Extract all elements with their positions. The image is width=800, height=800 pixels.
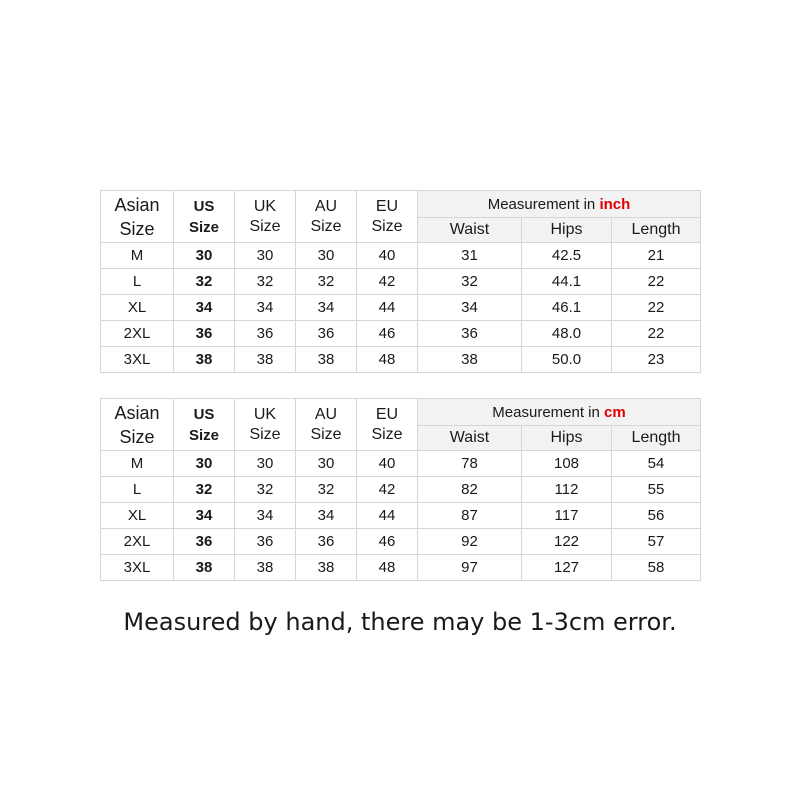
cell-au-size: 30	[296, 451, 357, 477]
table-row	[101, 477, 701, 503]
cell-asian-size: 2XL	[101, 321, 174, 347]
cell-waist: 32	[418, 269, 522, 295]
cell-asian-size: 3XL	[101, 555, 174, 581]
cell-waist: 82	[418, 477, 522, 503]
cell-asian-size: M	[101, 451, 174, 477]
cell-au-size: 32	[296, 269, 357, 295]
header-uk-size: UK Size	[235, 191, 296, 243]
table-row	[101, 243, 701, 269]
cell-au-size: 32	[296, 477, 357, 503]
cell-eu-size: 40	[357, 451, 418, 477]
cell-waist: 38	[418, 347, 522, 373]
cell-us-size: 32	[174, 477, 235, 503]
header-au-size: AU Size	[296, 399, 357, 451]
table-body	[101, 451, 701, 581]
cell-eu-size: 42	[357, 269, 418, 295]
cell-uk-size: 34	[235, 295, 296, 321]
cell-au-size: 30	[296, 243, 357, 269]
cell-uk-size: 36	[235, 321, 296, 347]
header-length: Length	[612, 426, 701, 451]
header-waist: Waist	[418, 426, 522, 451]
cell-uk-size: 38	[235, 347, 296, 373]
cell-eu-size: 48	[357, 555, 418, 581]
size-chart-cm	[100, 398, 701, 581]
cell-waist: 87	[418, 503, 522, 529]
cell-au-size: 34	[296, 295, 357, 321]
cell-hips: 112	[522, 477, 612, 503]
header-hips: Hips	[522, 426, 612, 451]
cell-length: 22	[612, 295, 701, 321]
cell-length: 22	[612, 321, 701, 347]
cell-au-size: 34	[296, 503, 357, 529]
header-asian-size: Asian Size	[101, 399, 174, 451]
size-chart-inch	[100, 190, 701, 373]
cell-us-size: 38	[174, 347, 235, 373]
cell-au-size: 38	[296, 555, 357, 581]
header-au-size: AU Size	[296, 191, 357, 243]
cell-waist: 92	[418, 529, 522, 555]
cell-us-size: 30	[174, 243, 235, 269]
cell-length: 55	[612, 477, 701, 503]
cell-us-size: 38	[174, 555, 235, 581]
cell-uk-size: 36	[235, 529, 296, 555]
cell-asian-size: L	[101, 269, 174, 295]
measurement-prefix: Measurement in	[492, 403, 600, 421]
cell-uk-size: 30	[235, 243, 296, 269]
cell-hips: 108	[522, 451, 612, 477]
cell-asian-size: 3XL	[101, 347, 174, 373]
table-row	[101, 295, 701, 321]
measurement-note: Measured by hand, there may be 1-3cm error.	[123, 608, 677, 636]
cell-eu-size: 48	[357, 347, 418, 373]
cell-eu-size: 40	[357, 243, 418, 269]
header-us-size: US Size	[174, 191, 235, 243]
header-waist: Waist	[418, 218, 522, 243]
table-row	[101, 529, 701, 555]
cell-asian-size: L	[101, 477, 174, 503]
cell-eu-size: 42	[357, 477, 418, 503]
table-row	[101, 321, 701, 347]
cell-length: 56	[612, 503, 701, 529]
cell-length: 22	[612, 269, 701, 295]
cell-length: 57	[612, 529, 701, 555]
cell-eu-size: 46	[357, 321, 418, 347]
cell-waist: 78	[418, 451, 522, 477]
cell-length: 54	[612, 451, 701, 477]
table-row	[101, 555, 701, 581]
table-body	[101, 243, 701, 373]
cell-asian-size: M	[101, 243, 174, 269]
cell-eu-size: 44	[357, 503, 418, 529]
cell-hips: 48.0	[522, 321, 612, 347]
cell-hips: 44.1	[522, 269, 612, 295]
cell-length: 58	[612, 555, 701, 581]
unit-label: inch	[599, 195, 631, 213]
cell-uk-size: 38	[235, 555, 296, 581]
cell-au-size: 36	[296, 321, 357, 347]
header-length: Length	[612, 218, 701, 243]
cell-us-size: 36	[174, 321, 235, 347]
header-eu-size: EU Size	[357, 191, 418, 243]
cell-us-size: 36	[174, 529, 235, 555]
cell-us-size: 34	[174, 295, 235, 321]
cell-waist: 34	[418, 295, 522, 321]
table-row	[101, 451, 701, 477]
cell-uk-size: 32	[235, 269, 296, 295]
cell-uk-size: 34	[235, 503, 296, 529]
cell-asian-size: XL	[101, 295, 174, 321]
cell-us-size: 32	[174, 269, 235, 295]
cell-length: 21	[612, 243, 701, 269]
table-row	[101, 269, 701, 295]
header-measurement	[418, 399, 701, 426]
unit-label: cm	[604, 403, 626, 421]
cell-waist: 36	[418, 321, 522, 347]
cell-hips: 50.0	[522, 347, 612, 373]
header-hips: Hips	[522, 218, 612, 243]
header-uk-size: UK Size	[235, 399, 296, 451]
cell-us-size: 34	[174, 503, 235, 529]
table-row	[101, 347, 701, 373]
cell-uk-size: 30	[235, 451, 296, 477]
table-row	[101, 503, 701, 529]
header-measurement	[418, 191, 701, 218]
cell-hips: 117	[522, 503, 612, 529]
header-us-size: US Size	[174, 399, 235, 451]
cell-waist: 97	[418, 555, 522, 581]
cell-au-size: 36	[296, 529, 357, 555]
cell-hips: 42.5	[522, 243, 612, 269]
cell-waist: 31	[418, 243, 522, 269]
header-eu-size: EU Size	[357, 399, 418, 451]
cell-length: 23	[612, 347, 701, 373]
cell-hips: 122	[522, 529, 612, 555]
cell-eu-size: 46	[357, 529, 418, 555]
cell-eu-size: 44	[357, 295, 418, 321]
cell-hips: 127	[522, 555, 612, 581]
measurement-prefix: Measurement in	[487, 195, 596, 213]
cell-au-size: 38	[296, 347, 357, 373]
cell-us-size: 30	[174, 451, 235, 477]
cell-asian-size: XL	[101, 503, 174, 529]
cell-asian-size: 2XL	[101, 529, 174, 555]
header-asian-size: Asian Size	[101, 191, 174, 243]
cell-hips: 46.1	[522, 295, 612, 321]
cell-uk-size: 32	[235, 477, 296, 503]
